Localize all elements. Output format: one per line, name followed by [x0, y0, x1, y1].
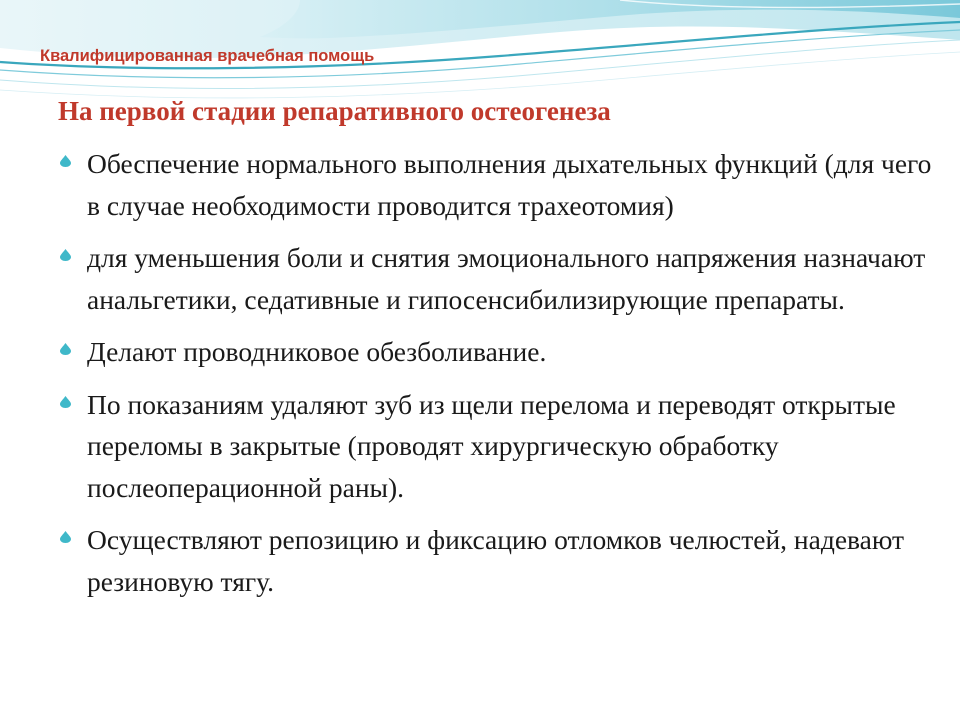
slide-title: Квалифицированная врачебная помощь: [40, 47, 375, 65]
bullet-list: [58, 143, 938, 613]
bullet-text: для уменьшения боли и снятия эмоционального напряжения назначают анальгетики, седативные и гипосенсибилизирующие препараты.: [87, 242, 926, 315]
bullet-item: [58, 519, 938, 602]
teardrop-bullet-icon: [60, 155, 71, 167]
bullet-text: Делают проводниковое обезболивание.: [87, 336, 547, 367]
teardrop-bullet-icon: [60, 531, 71, 543]
bullet-item: [58, 143, 938, 226]
teardrop-bullet-icon: [60, 249, 71, 261]
teardrop-bullet-icon: [60, 343, 71, 355]
bullet-item: [58, 237, 938, 320]
section-subtitle: На первой стадии репаративного остеогенеза: [58, 96, 611, 126]
bullet-item: [58, 384, 938, 509]
bullet-text: По показаниям удаляют зуб из щели перелома и переводят открытые переломы в закрытые (проводят хирургическую обработку послеоперационной раны).: [87, 388, 896, 503]
bullet-item: [58, 331, 938, 373]
teardrop-bullet-icon: [60, 396, 71, 408]
bullet-text: Осуществляют репозицию и фиксацию отломков челюстей, надевают резиновую тягу.: [87, 524, 905, 597]
bullet-text: Обеспечение нормального выполнения дыхательных функций (для чего в случае необходимости проводится трахеотомия): [87, 148, 932, 221]
